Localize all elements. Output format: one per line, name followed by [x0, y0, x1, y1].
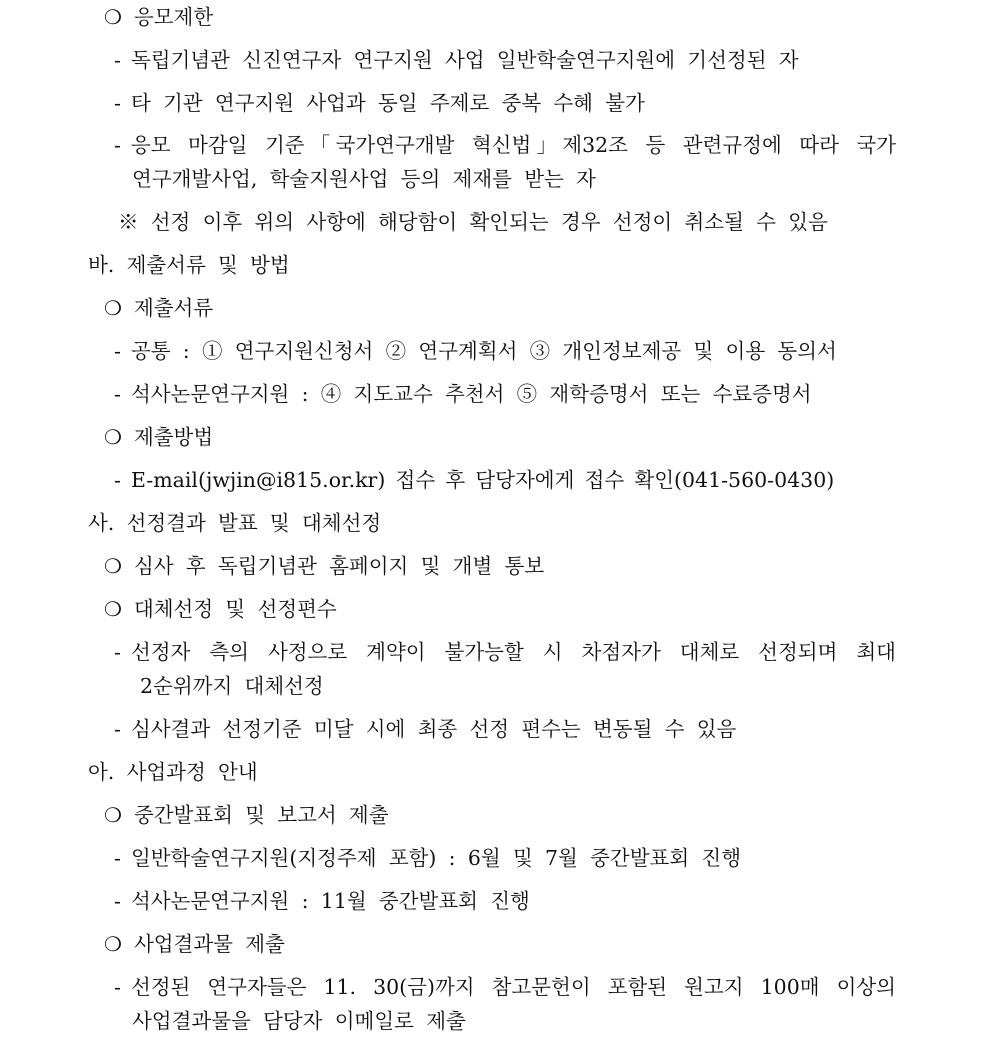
- list-item: - 일반학술연구지원(지정주제 포함) : 6월 및 7월 중간발표회 진행: [114, 846, 741, 870]
- eligibility-heading: ❍ 응모제한: [104, 5, 214, 29]
- list-item: - E-mail(jwjin@i815.or.kr) 접수 후 담당자에게 접수 확인(041-560-0430): [114, 468, 835, 492]
- dash-bullet: -: [114, 382, 121, 406]
- list-item-continuation: 2순위까지 대체선정: [140, 674, 324, 698]
- circle-bullet-icon: ❍: [104, 803, 122, 827]
- method-heading: ❍ 제출방법: [104, 425, 214, 449]
- notice-heading: ❍ 심사 후 독립기념관 홈페이지 및 개별 통보: [104, 554, 545, 578]
- dash-bullet: -: [114, 468, 121, 492]
- list-item: - 공통 : ① 연구지원신청서 ② 연구계획서 ③ 개인정보제공 및 이용 동의서: [114, 339, 837, 363]
- list-item: - 석사논문연구지원 : ④ 지도교수 추천서 ⑤ 재학증명서 또는 수료증명서: [114, 382, 812, 406]
- dash-bullet: -: [114, 91, 121, 115]
- circle-bullet-icon: ❍: [104, 296, 122, 320]
- midterm-heading: ❍ 중간발표회 및 보고서 제출: [104, 803, 389, 827]
- section-title-process: 아. 사업과정 안내: [88, 760, 258, 784]
- dash-bullet: -: [114, 846, 121, 870]
- replace-heading: ❍ 대체선정 및 선정편수: [104, 597, 337, 621]
- circle-bullet-icon: ❍: [104, 425, 122, 449]
- docs-heading: ❍ 제출서류: [104, 296, 214, 320]
- list-item: - 응모 마감일 기준「국가연구개발 혁신법」제32조 등 관련규정에 따라 국가: [114, 133, 896, 157]
- circle-bullet-icon: ❍: [104, 554, 122, 578]
- dash-bullet: -: [114, 133, 121, 157]
- list-item-continuation: 사업결과물을 담당자 이메일로 제출: [132, 1009, 466, 1033]
- list-item-continuation: 연구개발사업, 학술지원사업 등의 제재를 받는 자: [132, 167, 596, 191]
- list-item: - 석사논문연구지원 : 11월 중간발표회 진행: [114, 889, 530, 913]
- circle-bullet-icon: ❍: [104, 597, 122, 621]
- list-item: - 타 기관 연구지원 사업과 동일 주제로 중복 수혜 불가: [114, 91, 645, 115]
- section-title-submission: 바. 제출서류 및 방법: [88, 253, 290, 277]
- dash-bullet: -: [114, 717, 121, 741]
- result-heading: ❍ 사업결과물 제출: [104, 932, 285, 956]
- list-item: - 선정된 연구자들은 11. 30(금)까지 참고문헌이 포함된 원고지 100매 이상의: [114, 975, 896, 999]
- dash-bullet: -: [114, 640, 121, 664]
- dash-bullet: -: [114, 48, 121, 72]
- note-text: ※ 선정 이후 위의 사항에 해당함이 확인되는 경우 선정이 취소될 수 있음: [118, 210, 828, 234]
- section-title-results: 사. 선정결과 발표 및 대체선정: [88, 511, 382, 535]
- list-item: - 독립기념관 신진연구자 연구지원 사업 일반학술연구지원에 기선정된 자: [114, 48, 799, 72]
- circle-bullet-icon: ❍: [104, 932, 122, 956]
- dash-bullet: -: [114, 889, 121, 913]
- circle-bullet-icon: ❍: [104, 5, 122, 29]
- list-item: - 심사결과 선정기준 미달 시에 최종 선정 편수는 변동될 수 있음: [114, 717, 737, 741]
- dash-bullet: -: [114, 339, 121, 363]
- dash-bullet: -: [114, 975, 121, 999]
- list-item: - 선정자 측의 사정으로 계약이 불가능할 시 차점자가 대체로 선정되며 최대: [114, 640, 896, 664]
